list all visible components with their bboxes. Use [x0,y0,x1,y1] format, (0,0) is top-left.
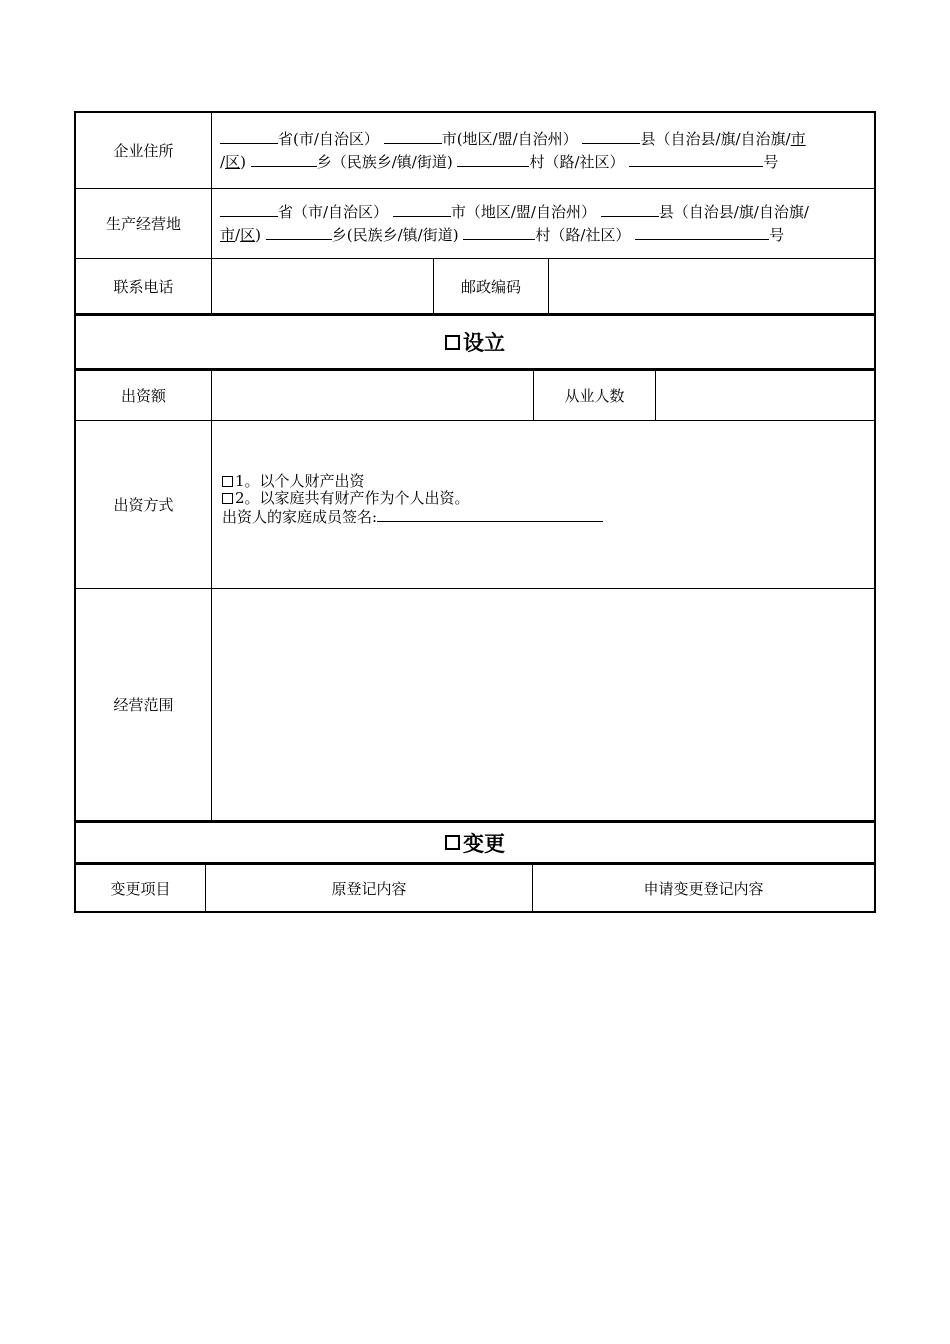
address-field[interactable] [212,113,874,188]
business-place-row [74,189,876,259]
phone-field[interactable] [212,259,434,313]
contact-row [74,259,876,314]
change-title-text: 变更 [463,831,505,856]
option1-checkbox[interactable] [222,476,233,487]
city-text: 市(地区/盟/自治州） [441,129,578,148]
capital-row [74,369,876,421]
bp-province-text: 省（市/自治区） [278,202,389,221]
paren-text: ) [240,152,246,171]
original-content-header: 原登记内容 [206,865,533,911]
address-line-1 [220,128,806,151]
city-blank[interactable] [384,129,442,144]
establish-section-header [74,314,876,369]
bp-village-blank[interactable] [463,225,535,240]
capital-method-field [212,421,874,588]
county-blank[interactable] [582,129,640,144]
address-row [74,111,876,189]
option2-text: 2。以家庭共有财产作为个人出资。 [235,489,470,507]
bp-county-district-text: 区 [240,225,256,244]
bp-number-blank[interactable] [635,225,769,240]
bp-village-text: 村（路/社区） [535,225,631,244]
business-place-field[interactable] [212,189,874,258]
township-blank[interactable] [251,152,317,167]
requested-content-header: 申请变更登记内容 [643,879,764,898]
method-option-2[interactable] [222,490,470,507]
village-text: 村（路/社区） [529,152,625,171]
bp-county-blank[interactable] [601,202,659,217]
establish-title-text: 设立 [463,331,505,355]
signature-label: 出资人的家庭成员签名: [222,508,378,526]
bp-city-text: 市（地区/盟/自治州） [450,202,596,221]
business-line-1 [220,201,809,224]
change-item-header: 变更项目 [76,865,206,911]
bp-township-blank[interactable] [266,225,332,240]
business-scope-row [74,589,876,821]
employees-label: 从业人数 [534,371,656,420]
change-section-header [74,821,876,863]
bp-slash-text: / [235,225,241,244]
county-district-text: 区 [225,152,241,171]
change-section-title [76,823,874,862]
bp-county-text: 县（自治县/旗/自治旗/ [658,202,809,221]
registration-form-table [74,111,876,913]
township-text: 乡（民族乡/镇/街道) [316,152,453,171]
business-line-2 [220,224,784,247]
county-text: 县（自治县/旗/自治旗/ [640,129,791,148]
method-option-1[interactable] [222,473,365,490]
family-signature [222,507,603,526]
bp-township-text: 乡(民族乡/镇/街道) [331,225,459,244]
province-blank[interactable] [220,129,278,144]
option2-checkbox[interactable] [222,493,233,504]
bp-province-blank[interactable] [220,202,278,217]
address-label: 企业住所 [76,113,212,188]
postal-code-label: 邮政编码 [434,259,549,313]
signature-blank[interactable] [377,507,603,522]
business-scope-field[interactable] [212,589,874,820]
bp-paren-text: ) [255,225,261,244]
capital-field[interactable] [212,371,534,420]
number-text: 号 [763,152,779,171]
village-blank[interactable] [457,152,529,167]
address-line-2 [220,151,778,174]
phone-label: 联系电话 [76,259,212,313]
establish-checkbox[interactable] [445,335,460,350]
establish-section-title [76,316,874,368]
bp-city-blank[interactable] [393,202,451,217]
business-scope-label: 经营范围 [76,589,212,820]
number-blank[interactable] [629,152,763,167]
capital-method-row [74,421,876,589]
bp-number-text: 号 [769,225,785,244]
business-place-label: 生产经营地 [76,189,212,258]
employees-field[interactable] [656,371,874,420]
change-checkbox[interactable] [445,835,460,850]
county-city-text: 市 [790,129,806,148]
option1-text: 1。以个人财产出资 [235,472,365,490]
bp-county-city-text: 市 [220,225,236,244]
slash-text: / [220,152,226,171]
capital-label: 出资额 [76,371,212,420]
postal-code-field[interactable] [549,259,874,313]
change-header-row [74,863,876,913]
capital-method-label: 出资方式 [76,421,212,588]
province-text: 省(市/自治区） [278,129,379,148]
